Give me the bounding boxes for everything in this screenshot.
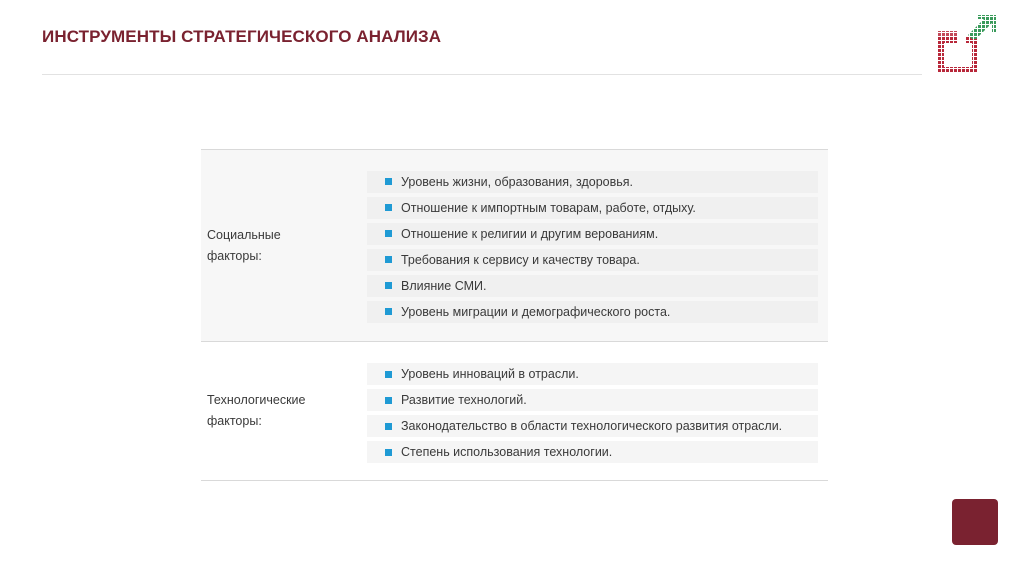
bullet-square-icon	[385, 449, 392, 456]
list-item-text: Отношение к импортным товарам, работе, отдыху.	[401, 200, 696, 215]
list-item	[367, 171, 818, 193]
bullet-square-icon	[385, 282, 392, 289]
list-item	[367, 301, 818, 323]
list-item	[367, 275, 818, 297]
row-items-technological	[367, 342, 828, 480]
list-item	[367, 249, 818, 271]
row-items-social	[367, 150, 828, 341]
table-row-technological	[201, 342, 828, 481]
table-row-social	[201, 150, 828, 342]
list-item-text: Уровень миграции и демографического роста.	[401, 304, 671, 319]
bullet-square-icon	[385, 256, 392, 263]
bullet-square-icon	[385, 308, 392, 315]
list-item-text: Степень использования технологии.	[401, 445, 613, 459]
list-item	[367, 223, 818, 245]
nav-square-button[interactable]	[952, 499, 998, 545]
list-item	[367, 441, 818, 463]
row-label-social: Социальные факторы:	[207, 227, 281, 263]
list-item-text: Развитие технологий.	[401, 393, 527, 407]
bullet-square-icon	[385, 204, 392, 211]
row-label-technological: Технологические факторы:	[207, 393, 306, 428]
list-item-text: Влияние СМИ.	[401, 278, 487, 293]
list-item	[367, 415, 818, 437]
list-item	[367, 389, 818, 411]
bullet-square-icon	[385, 230, 392, 237]
bullet-square-icon	[385, 397, 392, 404]
logo-icon	[934, 13, 1000, 77]
list-item-text: Законодательство в области технологического развития отрасли.	[401, 419, 783, 433]
list-item-text: Требования к сервису и качеству товара.	[401, 252, 640, 267]
bullet-square-icon	[385, 178, 392, 185]
bullet-square-icon	[385, 423, 392, 430]
factors-table	[201, 149, 828, 481]
list-item-text: Уровень жизни, образования, здоровья.	[401, 174, 634, 189]
list-item-text: Отношение к религии и другим верованиям.	[401, 226, 659, 241]
list-item	[367, 197, 818, 219]
list-item	[367, 363, 818, 385]
title-divider	[42, 74, 922, 75]
list-item-text: Уровень инноваций в отрасли.	[401, 367, 579, 381]
bullet-square-icon	[385, 371, 392, 378]
slide-title: ИНСТРУМЕНТЫ СТРАТЕГИЧЕСКОГО АНАЛИЗА	[42, 27, 442, 46]
